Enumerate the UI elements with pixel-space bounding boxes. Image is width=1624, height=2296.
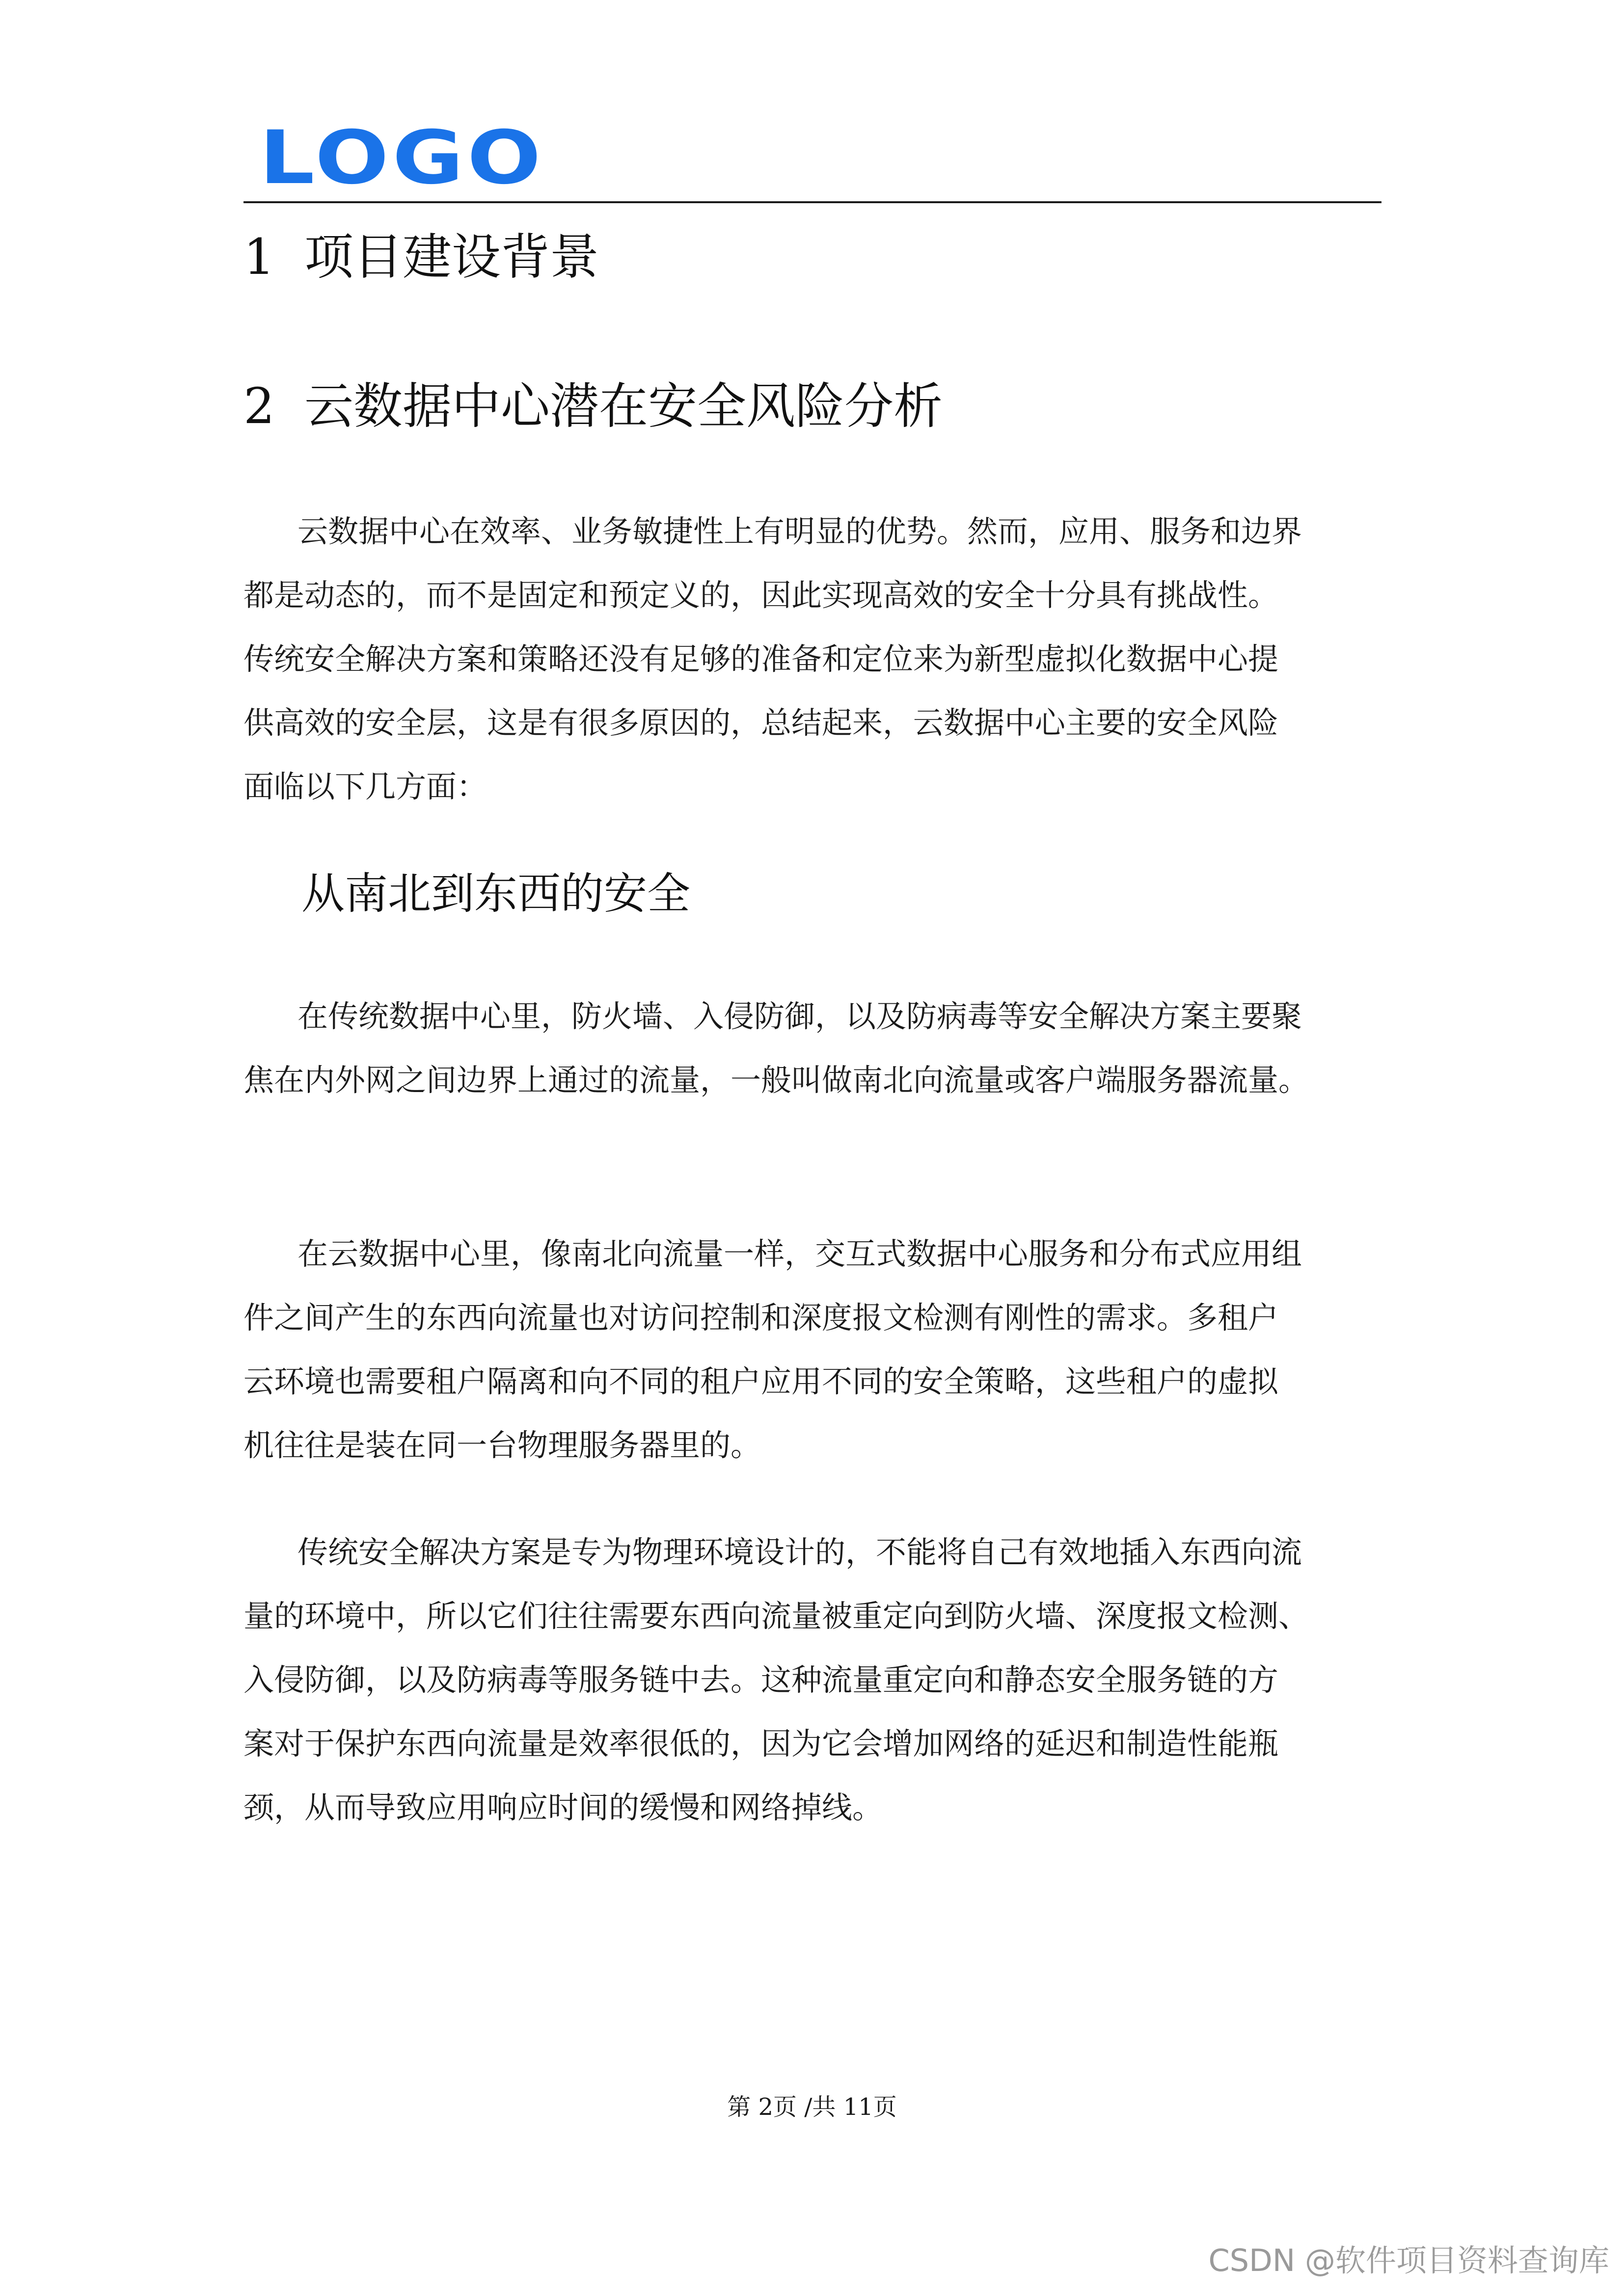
paragraph-line: 云数据中心在效率、业务敏捷性上有明显的优势。然而，应用、服务和边界 xyxy=(298,513,1302,549)
paragraph-line: 入侵防御，以及防病毒等服务链中去。这种流量重定向和静态安全服务链的方 xyxy=(244,1662,1279,1698)
watermark: CSDN @软件项目资料查询库 xyxy=(1208,2243,1609,2278)
logo: LOGO xyxy=(259,115,545,201)
section-title: 项目建设背景 xyxy=(304,228,599,286)
paragraph-line: 面临以下几方面： xyxy=(244,769,487,804)
paragraph-line: 传统安全解决方案和策略还没有足够的准备和定位来为新型虚拟化数据中心提 xyxy=(244,641,1279,677)
paragraph-line: 焦在内外网之间边界上通过的流量，一般叫做南北向流量或客户端服务器流量。 xyxy=(244,1062,1309,1098)
paragraph-line: 机往往是装在同一台物理服务器里的。 xyxy=(244,1427,761,1463)
paragraph-north-south xyxy=(244,985,1382,1112)
paragraph-line: 量的环境中，所以它们往往需要东西向流量被重定向到防火墙、深度报文检测、 xyxy=(244,1598,1309,1634)
paragraph-traditional-security xyxy=(244,1521,1382,1840)
section-heading-2 xyxy=(244,372,943,441)
paragraph-line: 传统安全解决方案是专为物理环境设计的，不能将自己有效地插入东西向流 xyxy=(298,1534,1302,1570)
section-heading-1 xyxy=(244,223,599,292)
paragraph-line: 颈，从而导致应用响应时间的缓慢和网络掉线。 xyxy=(244,1789,883,1825)
page-number: 第 2页 /共 11页 xyxy=(727,2093,897,2121)
subsection-heading: 从南北到东西的安全 xyxy=(301,868,691,919)
paragraph-line: 案对于保护东西向流量是效率很低的，因为它会增加网络的延迟和制造性能瓶 xyxy=(244,1726,1279,1762)
paragraph-line: 件之间产生的东西向流量也对访问控制和深度报文检测有刚性的需求。多租户 xyxy=(244,1300,1279,1335)
section-number: 1 xyxy=(244,228,275,286)
header-divider xyxy=(244,201,1381,203)
paragraph-line: 都是动态的，而不是固定和预定义的，因此实现高效的安全十分具有挑战性。 xyxy=(244,577,1279,613)
paragraph-line: 供高效的安全层，这是有很多原因的，总结起来，云数据中心主要的安全风险 xyxy=(244,705,1279,741)
paragraph-east-west xyxy=(244,1222,1382,1477)
section-title: 云数据中心潜在安全风险分析 xyxy=(304,377,943,435)
paragraph-line: 云环境也需要租户隔离和向不同的租户应用不同的安全策略，这些租户的虚拟 xyxy=(244,1363,1279,1399)
section-number: 2 xyxy=(244,377,275,435)
paragraph-line: 在传统数据中心里，防火墙、入侵防御，以及防病毒等安全解决方案主要聚 xyxy=(298,998,1302,1034)
intro-paragraph xyxy=(244,500,1382,819)
paragraph-line: 在云数据中心里，像南北向流量一样，交互式数据中心服务和分布式应用组 xyxy=(298,1236,1302,1272)
